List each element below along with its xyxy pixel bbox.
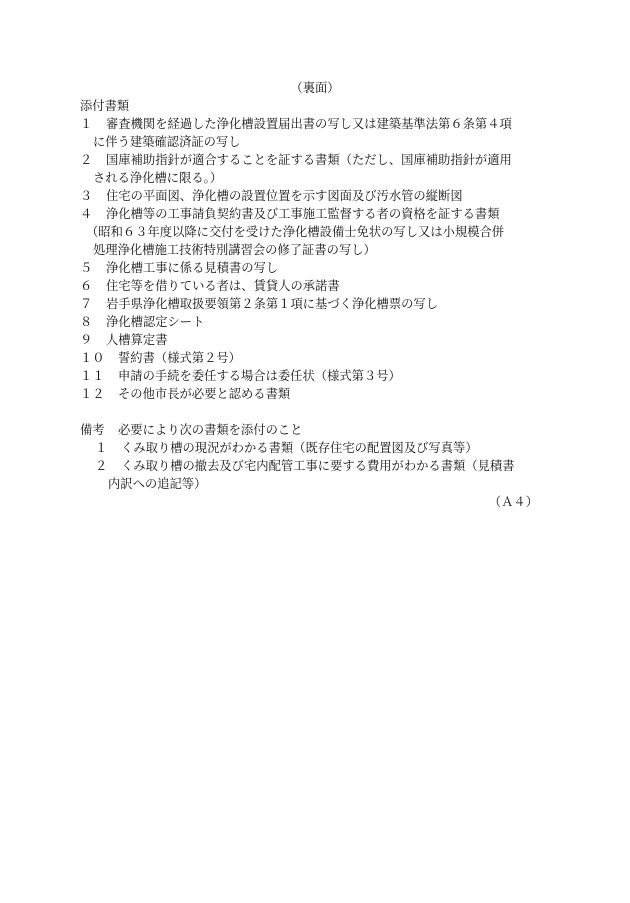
list-item <box>80 187 550 205</box>
item-text: 岩手県浄化槽取扱要領第２条第１項に基づく浄化槽票の写し <box>106 297 439 311</box>
item-number: ７ <box>80 297 93 311</box>
item-text-continued: 内訳への追記等） <box>108 477 207 491</box>
remarks-intro: 必要により次の書類を添付のこと <box>118 423 303 437</box>
item-text-continued: （昭和６３年度以降に交付を受けた浄化槽設備士免状の写し又は小規模合併 <box>86 225 505 239</box>
item-text: 国庫補助指針が適合することを証する書類（ただし、国庫補助指針が適用 <box>106 153 512 167</box>
item-text-continued: される浄化槽に限る。） <box>93 171 223 185</box>
item-number: ２ <box>80 153 93 167</box>
item-number: １２ <box>80 387 105 401</box>
item-text-continued: に伴う建築確認済証の写し <box>93 135 241 149</box>
item-number: １１ <box>80 369 105 383</box>
list-item <box>80 205 550 223</box>
item-text: くみ取り槽の現況がわかる書類（既存住宅の配置図及び写真等） <box>121 441 478 455</box>
item-number: １ <box>80 117 93 131</box>
item-text: 誓約書（様式第２号） <box>118 351 241 365</box>
item-text: 浄化槽認定シート <box>106 315 205 329</box>
remarks-label: 備考 <box>80 423 105 437</box>
list-item <box>80 385 550 403</box>
item-number: １ <box>95 441 108 455</box>
list-item <box>80 259 550 277</box>
list-item <box>80 313 550 331</box>
item-text: くみ取り槽の撤去及び宅内配管工事に要する費用がわかる書類（見積書 <box>121 459 515 473</box>
paper-size-label: （Ａ４） <box>488 495 538 509</box>
item-text: 人槽算定書 <box>106 333 168 347</box>
list-item <box>80 151 550 169</box>
item-text: 申請の手続を委任する場合は委任状（様式第３号） <box>118 369 401 383</box>
list-item <box>80 367 550 385</box>
item-number: ２ <box>95 459 108 473</box>
item-text: 審査機関を経過した浄化槽設置届出書の写し又は建築基準法第６条第４項 <box>106 117 512 131</box>
item-text: 住宅等を借りている者は、賃貸人の承諾書 <box>106 279 340 293</box>
item-number: ５ <box>80 261 93 275</box>
item-text: その他市長が必要と認める書類 <box>118 387 291 401</box>
list-item <box>95 439 565 457</box>
item-text: 浄化槽工事に係る見積書の写し <box>106 261 279 275</box>
list-item <box>80 331 550 349</box>
list-item <box>80 295 550 313</box>
item-text: 浄化槽等の工事請負契約書及び工事施工監督する者の資格を証する書類 <box>106 207 500 221</box>
item-number: ３ <box>80 189 93 203</box>
attachments-title: 添付書類 <box>80 99 130 113</box>
item-text: 住宅の平面図、浄化槽の設置位置を示す図面及び汚水管の縦断図 <box>106 189 463 203</box>
item-number: ６ <box>80 279 93 293</box>
list-item <box>80 115 550 133</box>
item-number: ４ <box>80 207 93 221</box>
remarks-heading <box>80 421 550 439</box>
side-label: （裏面） <box>290 81 340 95</box>
list-item <box>80 277 550 295</box>
item-number: ８ <box>80 315 93 329</box>
item-number: １０ <box>80 351 105 365</box>
item-text-continued: 処理浄化槽施工技術特別講習会の修了証書の写し） <box>93 243 376 257</box>
list-item <box>80 349 550 367</box>
item-number: ９ <box>80 333 93 347</box>
list-item <box>95 457 565 475</box>
